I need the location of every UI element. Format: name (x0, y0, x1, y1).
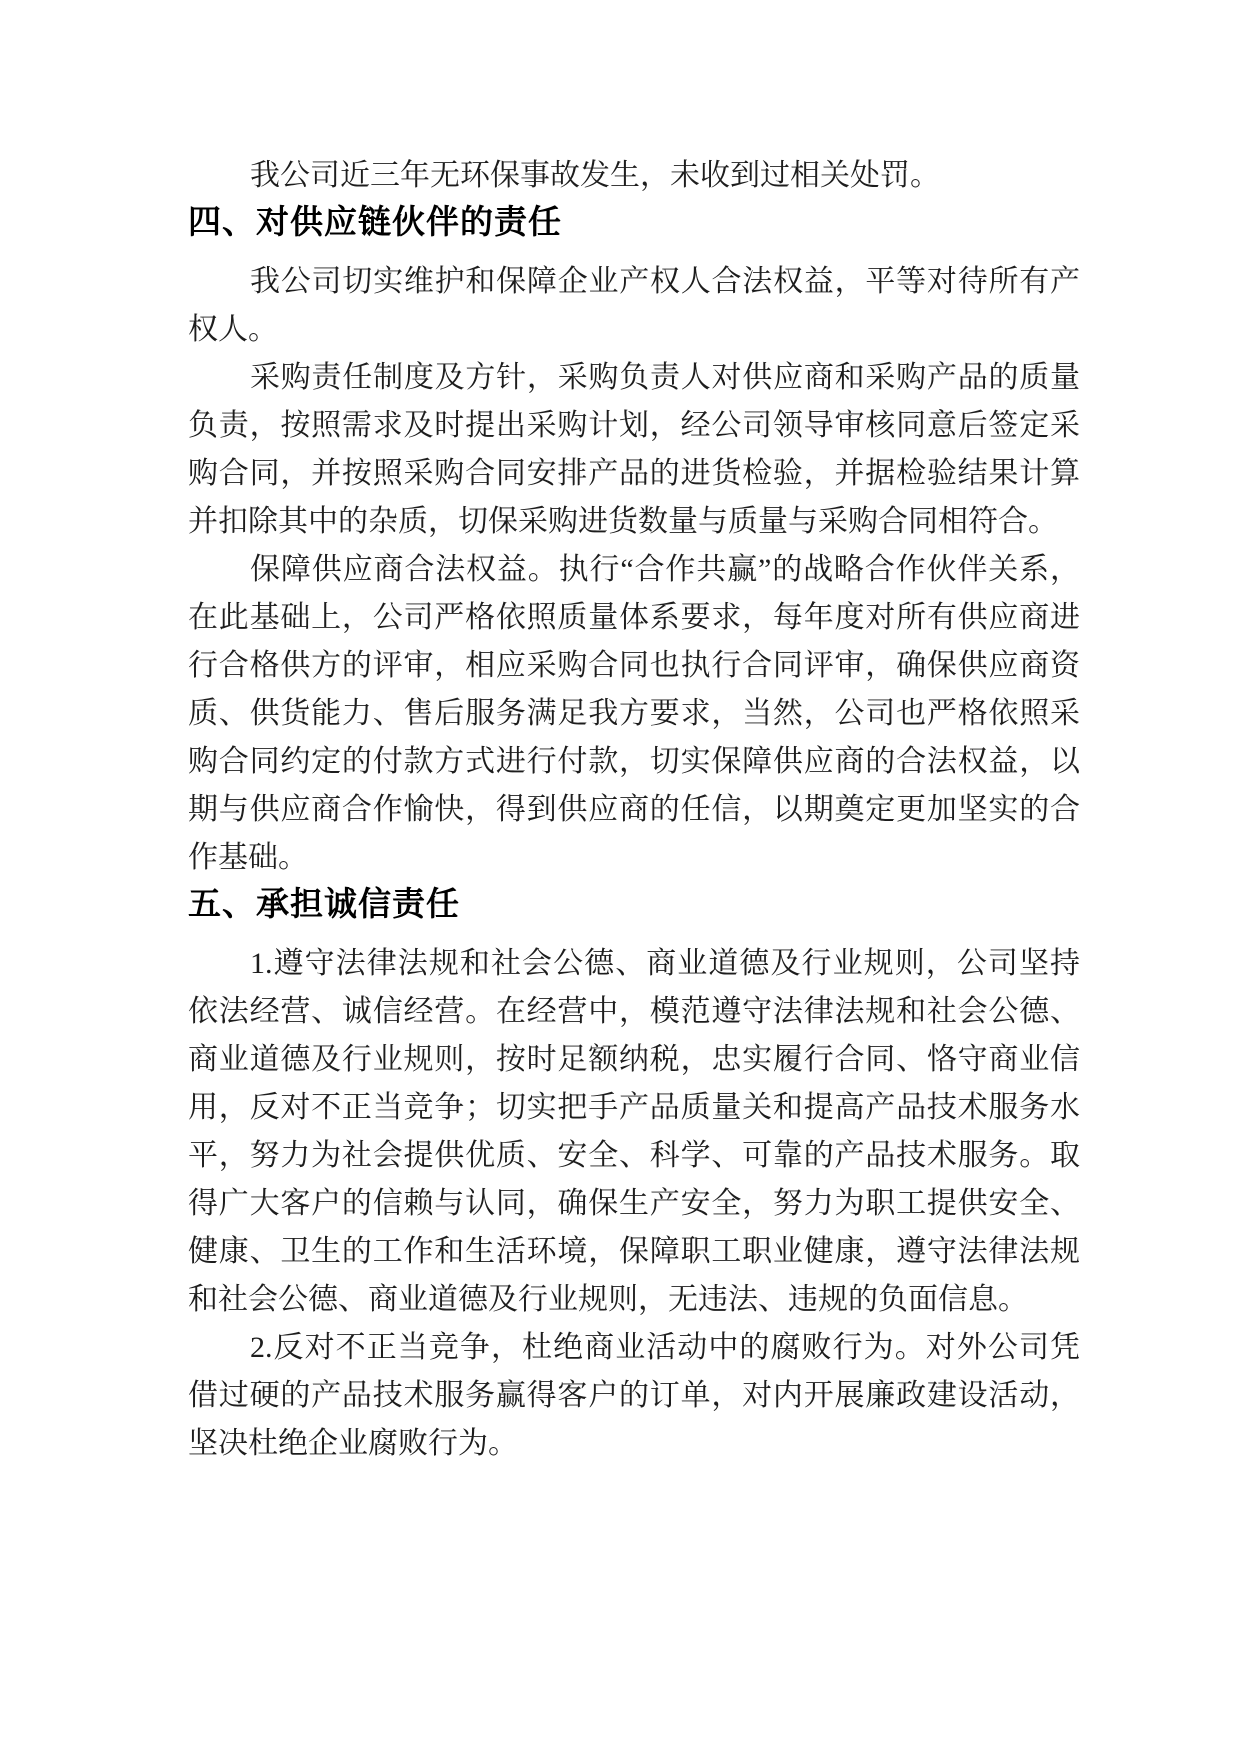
paragraph-procurement-policy: 采购责任制度及方针，采购负责人对供应商和采购产品的质量负责，按照需求及时提出采购计划，经公司领导审核同意后签定采购合同，并按照采购合同安排产品的进货检验，并据检验结果计算并扣除其中的杂质，切保采购进货数量与质量与采购合同相符合。 (188, 361, 1080, 538)
paragraph-environment-note: 我公司近三年无环保事故发生，未收到过相关处罚。 (250, 159, 940, 192)
paragraph-property-rights: 我公司切实维护和保障企业产权人合法权益，平等对待所有产权人。 (188, 265, 1080, 346)
section-heading-integrity-responsibility: 五、承担诚信责任 (188, 885, 460, 922)
paragraph-anti-corruption: 2.反对不正当竞争，杜绝商业活动中的腐败行为。对外公司凭借过硬的产品技术服务赢得客户的订单，对内开展廉政建设活动，坚决杜绝企业腐败行为。 (188, 1331, 1080, 1460)
section-heading-supply-chain-responsibility: 四、对供应链伙伴的责任 (188, 203, 562, 240)
paragraph-supplier-rights: 保障供应商合法权益。执行“合作共赢”的战略合作伙伴关系，在此基础上，公司严格依照质量体系要求，每年度对所有供应商进行合格供方的评审，相应采购合同也执行合同评审，确保供应商资质、供货能力、售后服务满足我方要求，当然，公司也严格依照采购合同约定的付款方式进行付款，切实保障供应商的合法权益，以期与供应商合作愉快，得到供应商的任信，以期奠定更加坚实的合作基础。 (188, 553, 1080, 874)
paragraph-law-compliance: 1.遵守法律法规和社会公德、商业道德及行业规则，公司坚持依法经营、诚信经营。在经营中，模范遵守法律法规和社会公德、商业道德及行业规则，按时足额纳税，忠实履行合同、恪守商业信用，反对不正当竞争；切实把手产品质量关和提高产品技术服务水平，努力为社会提供优质、安全、科学、可靠的产品技术服务。取得广大客户的信赖与认同，确保生产安全，努力为职工提供安全、健康、卫生的工作和生活环境，保障职工职业健康，遵守法律法规和社会公德、商业道德及行业规则，无违法、违规的负面信息。 (188, 947, 1080, 1316)
